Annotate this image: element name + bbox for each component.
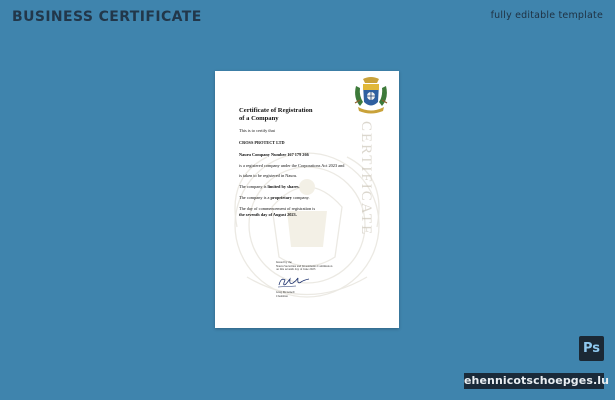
signature-icon: [276, 275, 312, 289]
proprietary-prefix: The company is a: [239, 195, 271, 200]
certificate-document: [215, 71, 399, 328]
company-number: Nauru Company Number 167 179 266: [239, 152, 309, 157]
watermark-vertical-text: CERTIFICATE: [358, 121, 374, 237]
certificate-title: [239, 107, 349, 123]
coat-of-arms-icon: [352, 76, 390, 116]
page-title: BUSINESS CERTIFICATE: [12, 9, 202, 25]
photoshop-icon: Ps: [579, 336, 604, 361]
proprietary-bold: proprietary: [270, 195, 292, 200]
signer-role: Chairman: [276, 294, 288, 298]
registered-text: is a registered company under the Corporations Act 2023 and: [239, 163, 345, 168]
proprietary-statement: [239, 195, 310, 200]
taken-registered-text: is taken to be registered in Nauru.: [239, 173, 298, 178]
issued-line-1: Issued by the: [276, 260, 292, 264]
intro-text: This is to certify that: [239, 128, 275, 133]
commencement-line-2: the seventh day of August 2023.: [239, 211, 297, 217]
proprietary-suffix: company.: [291, 195, 310, 200]
limited-bold: limited by shares: [267, 184, 299, 189]
title-line-1: Certificate of Registration: [239, 107, 313, 114]
commencement-line-1: The day of commencement of registration is: [239, 206, 316, 211]
limited-statement: [239, 184, 300, 189]
title-line-2: of a Company: [239, 115, 279, 122]
limited-suffix: .: [298, 184, 300, 189]
issued-line-2: Nauru Securities and Investments Commission: [276, 263, 333, 268]
limited-prefix: The company is: [239, 184, 268, 189]
template-tagline: fully editable template: [490, 10, 603, 21]
issued-line-3: on this seventh day of June 2023: [276, 267, 316, 272]
company-name: CROSS PROTECT LTD: [239, 140, 285, 145]
signer-name: Greg McArnell: [276, 290, 295, 294]
site-brand-label: ehennicotschoepges.lu: [464, 374, 610, 387]
